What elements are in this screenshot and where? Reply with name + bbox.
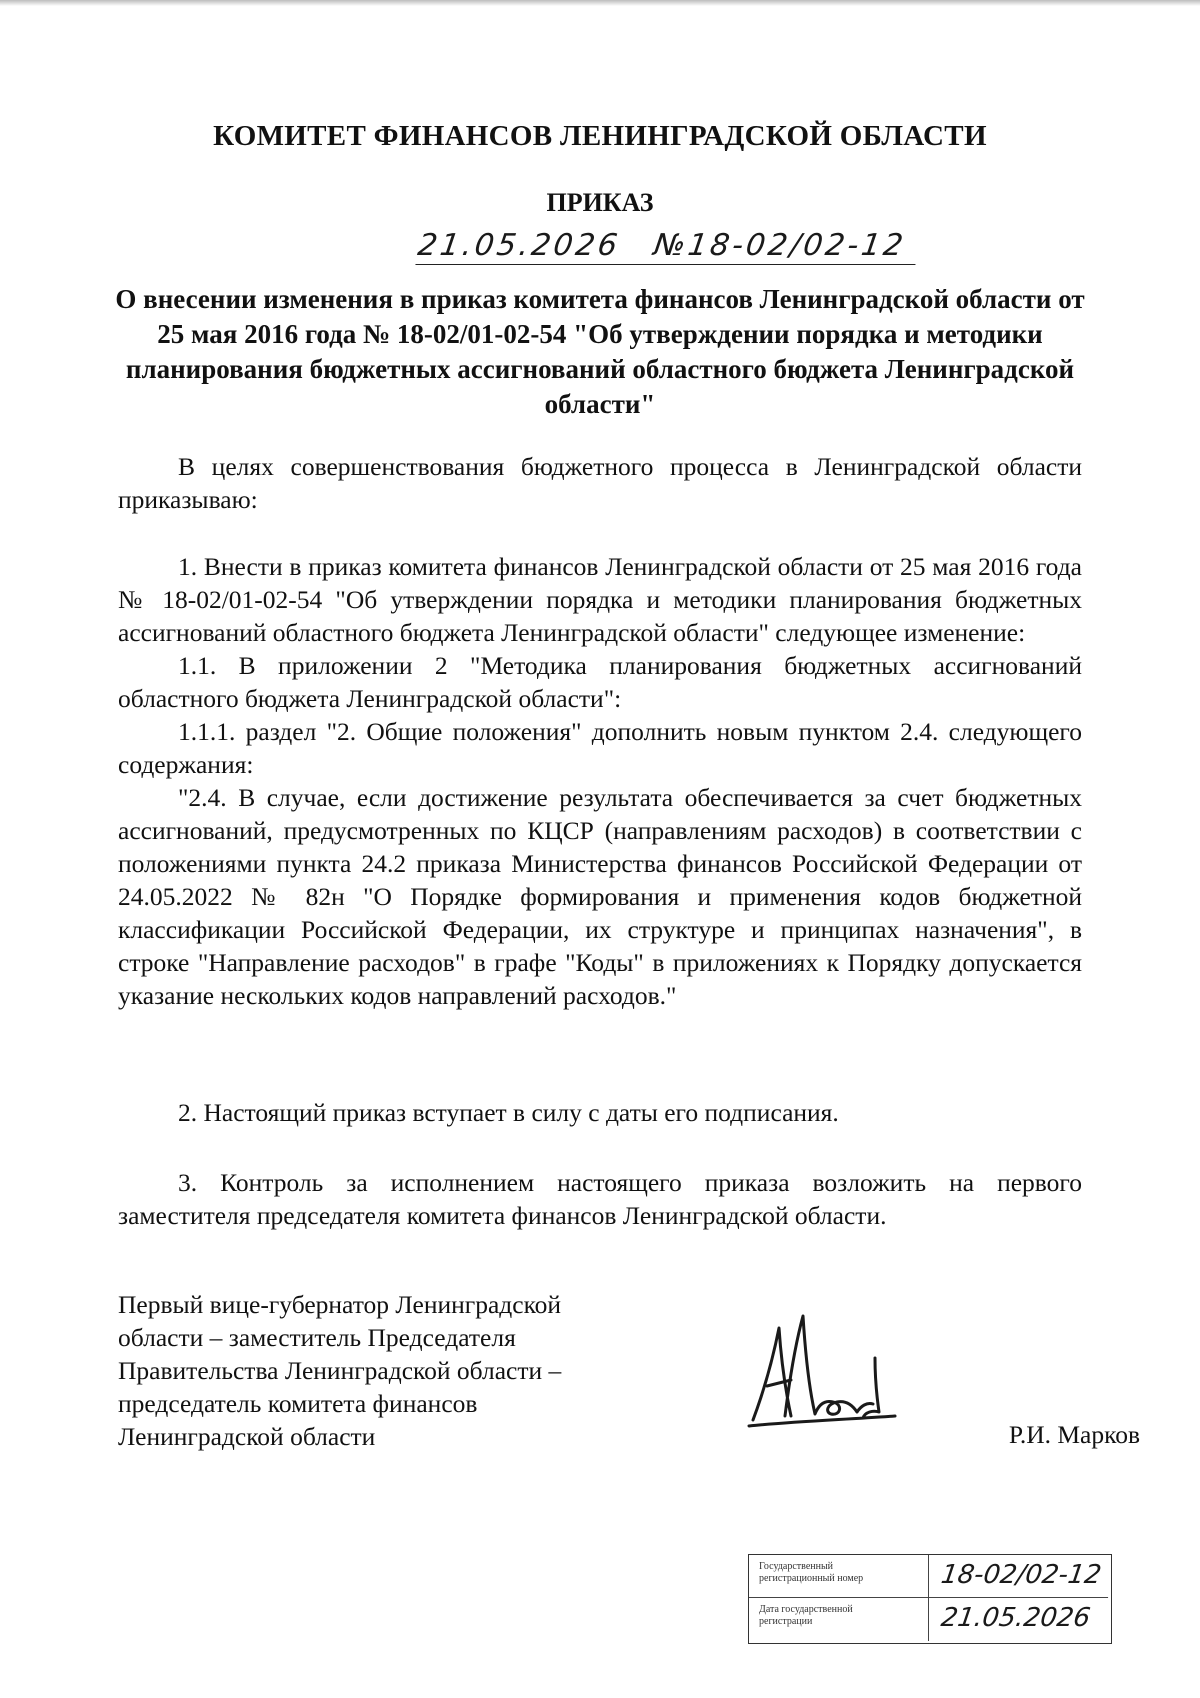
signer-title-line: председатель комитета финансов [118, 1389, 478, 1418]
item-2-4-quote: "2.4. В случае, если достижение результата обеспечивается за счет бюджетных ассигнований, предусмотренных по КЦСР (направлениям расходов) в соответствии с положениями пункта 24.2 приказа Министерства финансов Российской Федерации от 24.05.2022 № 82н "О Порядке формирования и применения кодов бюджетной классификации Российской Федерации, их структуре и принципах назначения", в строке "Направление расходов" в графе "Коды" в приложениях к Порядку допускается указание нескольких кодов направлений расходов." [118, 783, 1082, 1010]
item-2-block [118, 1096, 1082, 1129]
signer-title-line: Правительства Ленинградской области – [118, 1356, 562, 1385]
item-2: 2. Настоящий приказ вступает в силу с даты его подписания. [178, 1098, 839, 1127]
signer-title-line: Ленинградской области [118, 1422, 376, 1451]
intro-paragraph [118, 450, 1082, 516]
registration-number-value: 18-02/02-12 [926, 1555, 1114, 1598]
item-1: 1. Внести в приказ комитета финансов Ленинградской области от 25 мая 2016 года № 18-02/01-02-54 "Об утверждении порядка и методики планирования бюджетных ассигнований областного бюджета Ленинградской области" следующее изменение: [118, 552, 1082, 647]
signer-name: Р.И. Марков [1008, 1420, 1140, 1449]
intro-text: В целях совершенствования бюджетного процесса в Ленинградской области приказываю: [118, 452, 1082, 514]
handwritten-date: 21.05.2026 [415, 228, 623, 263]
item-1-1: 1.1. В приложении 2 "Методика планирования бюджетных ассигнований областного бюджета Ленинградской области": [118, 651, 1082, 713]
registration-date-value: 21.05.2026 [939, 1603, 1093, 1633]
signer-title-line: Первый вице-губернатор Ленинградской [118, 1290, 562, 1319]
organization-title: КОМИТЕТ ФИНАНСОВ ЛЕНИНГРАДСКОЙ ОБЛАСТИ [213, 120, 987, 152]
document-type: ПРИКАЗ [546, 188, 654, 217]
handwritten-date-number [415, 228, 920, 265]
registration-stamp [748, 1554, 1112, 1644]
handwritten-number: №18-02/02-12 [651, 228, 909, 263]
item-1-block [118, 550, 1082, 1012]
item-1-1-1: 1.1.1. раздел "2. Общие положения" дополнить новым пунктом 2.4. следующего содержания: [118, 717, 1082, 779]
registration-number-label [749, 1555, 929, 1598]
registration-date-label-line: Дата государственной [759, 1604, 853, 1615]
signer-title [118, 1288, 658, 1453]
registration-date-label [749, 1598, 929, 1641]
item-3-block [118, 1166, 1082, 1232]
item-3: 3. Контроль за исполнением настоящего приказа возложить на первого заместителя председателя комитета финансов Ленинградской области. [118, 1168, 1082, 1230]
scan-edge [0, 0, 1200, 6]
registration-date-label-line: регистрации [759, 1616, 813, 1627]
registration-number-label-line: регистрационный номер [759, 1573, 864, 1584]
handwritten-signature [745, 1308, 905, 1438]
registration-number-label-line: Государственный [759, 1561, 834, 1572]
document-subject: О внесении изменения в приказ комитета финансов Ленинградской области от 25 мая 2016 года № 18-02/01-02-54 "Об утверждении порядка и методики планирования бюджетных ассигнований областного бюджета Ленинградской области" [115, 284, 1085, 419]
signer-title-line: области – заместитель Председателя [118, 1323, 516, 1352]
